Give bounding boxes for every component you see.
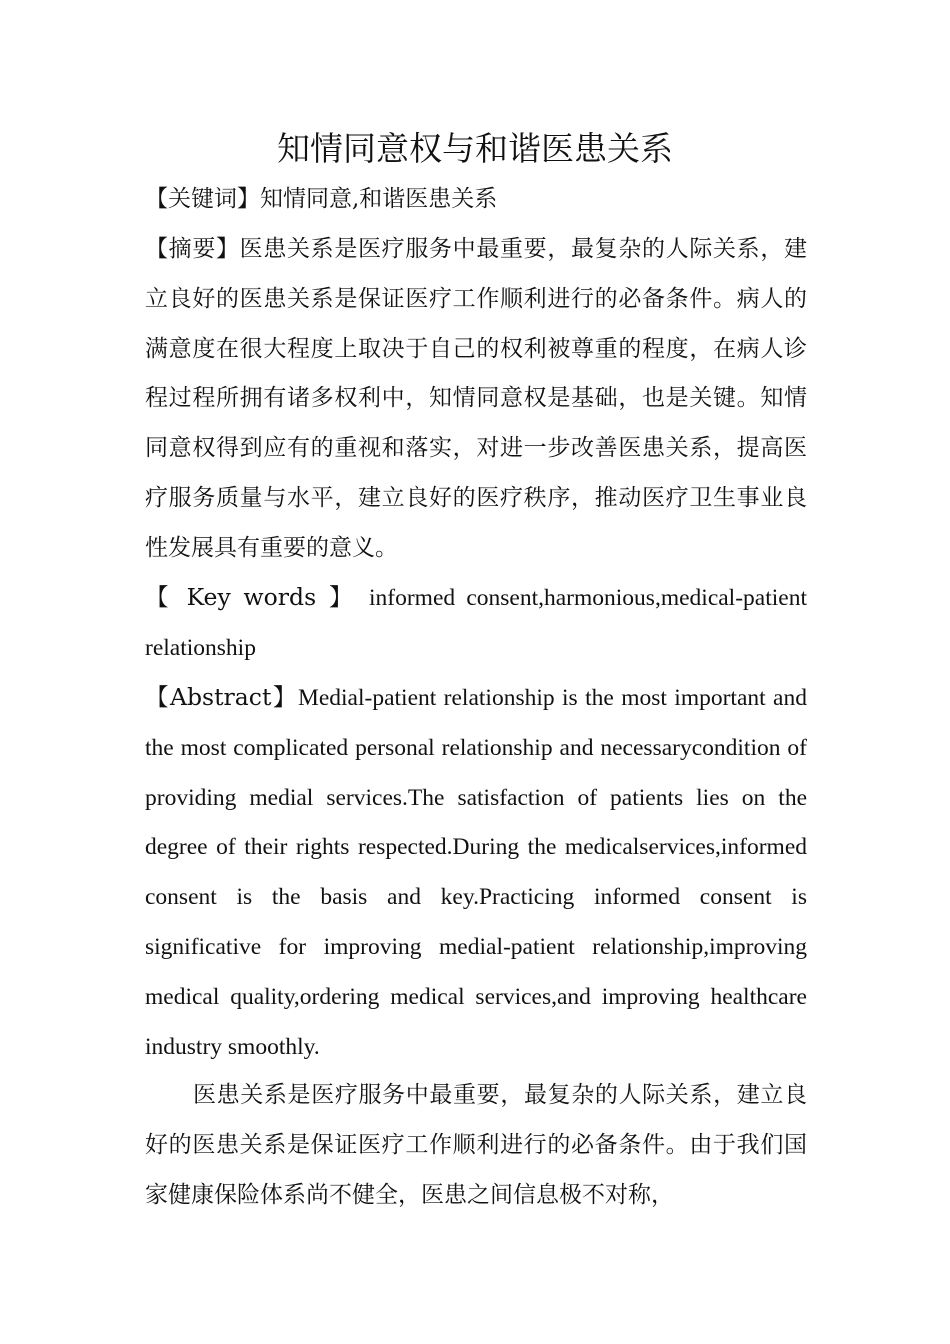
page-title: 知情同意权与和谐医患关系	[277, 129, 673, 168]
keywords-en	[145, 573, 807, 674]
abstract-en-label: 【Abstract】	[145, 683, 298, 711]
abstract-en	[145, 673, 807, 1072]
keywords-en-label: 【 Key words 】	[145, 583, 358, 611]
keywords-cn-text: 知情同意,和谐医患关系	[260, 186, 498, 212]
abstract-cn-label: 【摘要】	[145, 236, 240, 262]
abstract-en-text: Medial-patient relationship is the most important and the most complicated personal relationship and necessarycondition of providing medial services.The satisfaction of patients lies on the degree of their rights respected.During the medicalservices,informed consent is the basis and key.Practicing informed consent is significative for improving medial-patient relationship,improving medical quality,ordering medical services,and improving healthcare industry smoothly.	[145, 685, 807, 1060]
abstract-cn	[145, 225, 807, 574]
body-paragraph: 医患关系是医疗服务中最重要，最复杂的人际关系，建立良好的医患关系是保证医疗工作顺利进行的必备条件。由于我们国家健康保险体系尚不健全，医患之间信息极不对称，	[145, 1082, 807, 1208]
keywords-cn-label: 【关键词】	[145, 186, 260, 212]
abstract-cn-text: 医患关系是医疗服务中最重要，最复杂的人际关系，建立良好的医患关系是保证医疗工作顺利进行的必备条件。病人的满意度在很大程度上取决于自己的权利被尊重的程度，在病人诊程过程所拥有诸多权利中，知情同意权是基础，也是关键。知情同意权得到应有的重视和落实，对进一步改善医患关系，提高医疗服务质量与水平，建立良好的医疗秩序，推动医疗卫生事业良性发展具有重要的意义。	[145, 236, 808, 561]
keywords-cn	[145, 175, 807, 225]
keywords-en-text: informed consent,harmonious,medical-patient relationship	[145, 585, 807, 661]
